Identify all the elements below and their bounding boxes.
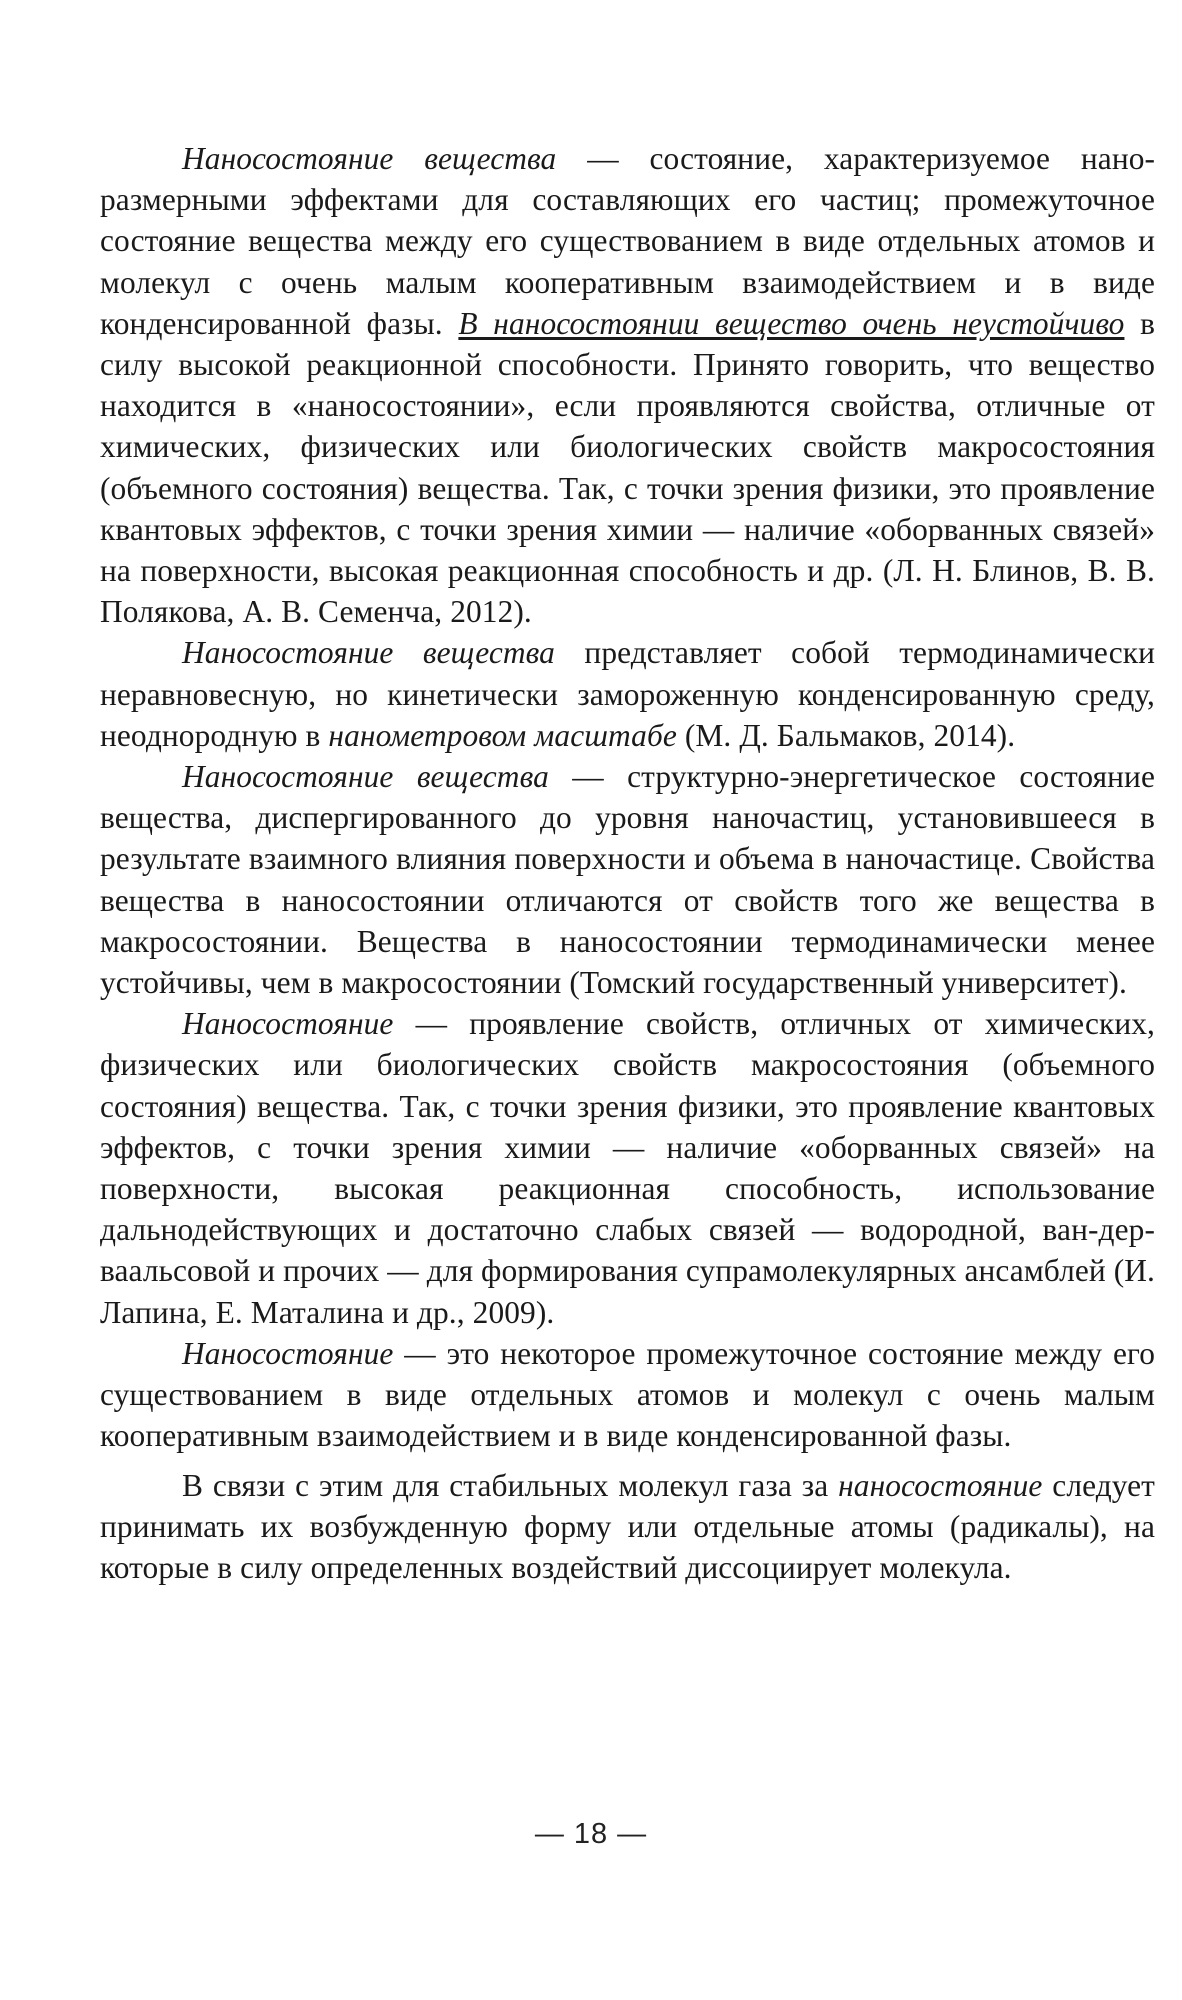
term-italic: Наносостояние <box>182 1006 394 1042</box>
term-italic-underlined: В наносостоянии вещество очень неустойчиво <box>458 305 1125 341</box>
paragraph-5 <box>100 1333 1155 1457</box>
paragraph-text: В связи с этим для стабильных молекул газа за <box>182 1467 839 1503</box>
term-italic: Наносостояние вещества <box>182 635 555 671</box>
paragraph-text: (М. Д. Бальмаков, 2014). <box>676 717 1016 753</box>
paragraph-text: — проявление свойств, отличных от химических, физических или биологических свойств макросостояния (объемного состояния) вещества. Так, с точки зрения физики, это проявление квантовых эффектов, с точки зрения химии — наличие «оборванных связей» на поверхности, высокая реакционная способность, использование дальнодействующих и достаточно слабых связей — водородной, ван-дер-ваальсовой и прочих — для формирования супрамолекулярных ансамблей (И. Лапина, Е. Маталина и др., 2009). <box>100 1006 1155 1330</box>
paragraph-2 <box>100 632 1155 756</box>
term-italic: Наносостояние <box>182 1335 394 1371</box>
term-italic: Наносостояние вещества <box>182 759 549 795</box>
term-italic: Наносостояние вещества <box>182 141 557 176</box>
paragraph-text: — структурно-энергетическое состояние вещества, диспергированного до уровня наночастиц, установившееся в результате взаимного влияния поверхности и объема в наночастице. Свойства вещества в наносостоянии отличаются от свойств того же вещества в макросостоянии. Вещества в наносостоянии термодинамически менее устойчивы, чем в макросостоянии (Томский государственный университет). <box>100 759 1155 1001</box>
paragraph-text: в силу высокой реакционной способности. Принято говорить, что вещество находится в «наносостоянии», если проявляются свойства, отличные от химических, физических или биологических свойств макросостояния (объемного состояния) вещества. Так, с точки зрения физики, это проявление квантовых эффектов, с точки зрения химии — наличие «оборванных связей» на поверхности, высокая реакционная способность и др. (Л. Н. Блинов, В. В. Полякова, А. В. Семенча, 2012). <box>100 305 1156 630</box>
page-number: — 18 — <box>534 1818 648 1850</box>
page-body <box>100 138 1155 1588</box>
paragraph-3 <box>100 756 1155 1003</box>
paragraph-4 <box>100 1003 1155 1333</box>
paragraph-text: следует принимать их возбужденную форму или отдельные атомы (радикалы), на которые в силу определенных воздействий диссоциирует молекула. <box>100 1467 1156 1585</box>
term-italic: наносостояние <box>838 1467 1043 1503</box>
paragraph-text: — это некоторое промежуточное состояние между его существованием в виде отдельных атомов и молекул с очень малым кооперативным взаимодействием и в виде конденсированной фазы. <box>100 1335 1155 1454</box>
paragraph-text: — состояние, характеризуемое наноразмерными эффектами для составляющих его частиц; промежуточное состояние вещества между его существованием в виде отдельных атомов и молекул с очень малым кооперативным взаимодействием и в виде конденсированной фазы. <box>100 141 1155 341</box>
paragraph-1 <box>100 138 1155 632</box>
paragraph-text: представляет собой термодинамически неравновесную, но кинетически замороженную конденсированную среду, неоднородную в <box>100 635 1155 753</box>
term-italic: нанометровом масштабе <box>328 717 677 753</box>
paragraph-6 <box>100 1465 1155 1589</box>
